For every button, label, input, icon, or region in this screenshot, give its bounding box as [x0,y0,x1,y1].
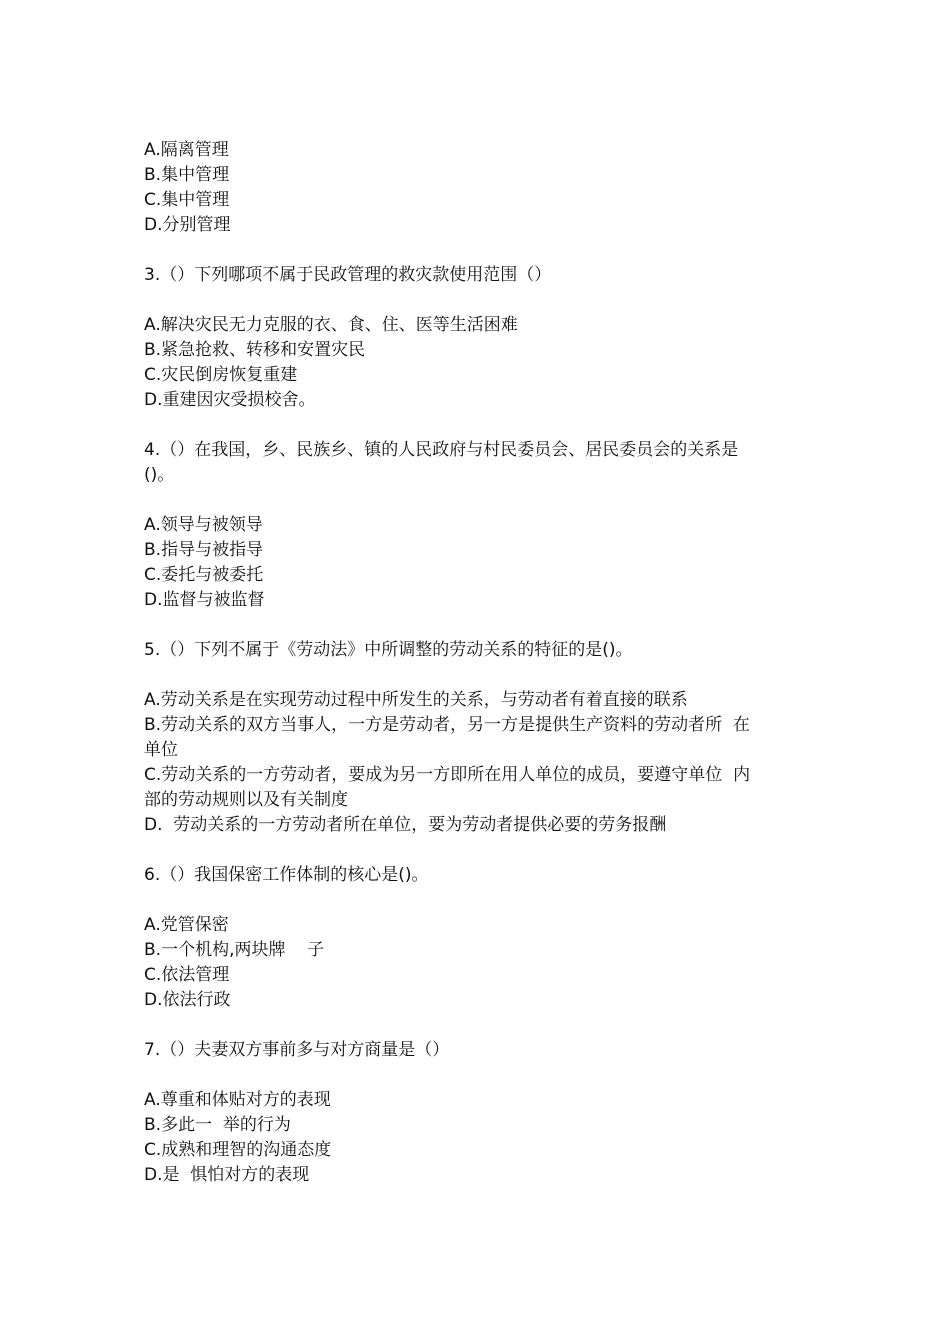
question-3 [144,263,824,413]
q7-option-d: D.是 惧怕对方的表现 [144,1165,310,1185]
spacer [144,288,824,313]
spacer [144,413,824,438]
q6-option-a: A.党管保密 [144,915,229,935]
q6-option-b: B.一个机构,两块牌 子 [144,940,325,960]
q6-option-c: C.依法管理 [144,965,230,985]
q7-text: 7.（）夫妻双方事前多与对方商量是（） [144,1040,450,1060]
q6-text: 6.（）我国保密工作体制的核心是()。 [144,865,429,885]
q4-text-line-1: 4.（）在我国，乡、民族乡、镇的人民政府与村民委员会、居民委员会的关系是 [144,440,739,460]
q3-option-d: D.重建因灾受损校舍。 [144,390,316,410]
question-5 [144,638,824,838]
q3-text: 3.（）下列哪项不属于民政管理的救灾款使用范围（） [144,265,552,285]
q6-option-d: D.依法行政 [144,990,231,1010]
spacer [144,1013,824,1038]
question-list [144,138,824,1188]
spacer [144,238,824,263]
q7-option-c: C.成熟和理智的沟通态度 [144,1140,332,1160]
question-7 [144,1038,824,1188]
q4-option-a: A.领导与被领导 [144,515,263,535]
question-2-options [144,138,824,238]
q2-option-a: A.隔离管理 [144,140,229,160]
spacer [144,613,824,638]
q4-option-c: C.委托与被委托 [144,565,264,585]
q5-option-c-line-2: 部的劳动规则以及有关制度 [144,790,348,810]
spacer [144,838,824,863]
q5-option-a: A.劳动关系是在实现劳动过程中所发生的关系，与劳动者有着直接的联系 [144,690,688,710]
q4-text-line-2: ()。 [144,465,175,485]
q4-option-b: B.指导与被指导 [144,540,264,560]
spacer [144,663,824,688]
question-4 [144,438,824,613]
q2-option-c: C.集中管理 [144,190,230,210]
q3-option-a: A.解决灾民无力克服的衣、食、住、医等生活困难 [144,315,518,335]
spacer [144,488,824,513]
q2-option-b: B.集中管理 [144,165,230,185]
spacer [144,1063,824,1088]
q3-option-b: B.紧急抢救、转移和安置灾民 [144,340,366,360]
q7-option-b: B.多此一 举的行为 [144,1115,291,1135]
question-6 [144,863,824,1013]
q3-option-c: C.灾民倒房恢复重建 [144,365,298,385]
q4-option-d: D.监督与被监督 [144,590,265,610]
q5-option-d: D. 劳动关系的一方劳动者所在单位，要为劳动者提供必要的劳务报酬 [144,815,667,835]
q5-text: 5.（）下列不属于《劳动法》中所调整的劳动关系的特征的是()。 [144,640,633,660]
q5-option-c-line-1: C.劳动关系的一方劳动者，要成为另一方即所在用人单位的成员，要遵守单位 内 [144,765,751,785]
q5-option-b-line-1: B.劳动关系的双方当事人，一方是劳动者，另一方是提供生产资料的劳动者所 在 [144,715,750,735]
q7-option-a: A.尊重和体贴对方的表现 [144,1090,331,1110]
q2-option-d: D.分别管理 [144,215,231,235]
q5-option-b-line-2: 单位 [144,740,178,760]
spacer [144,888,824,913]
